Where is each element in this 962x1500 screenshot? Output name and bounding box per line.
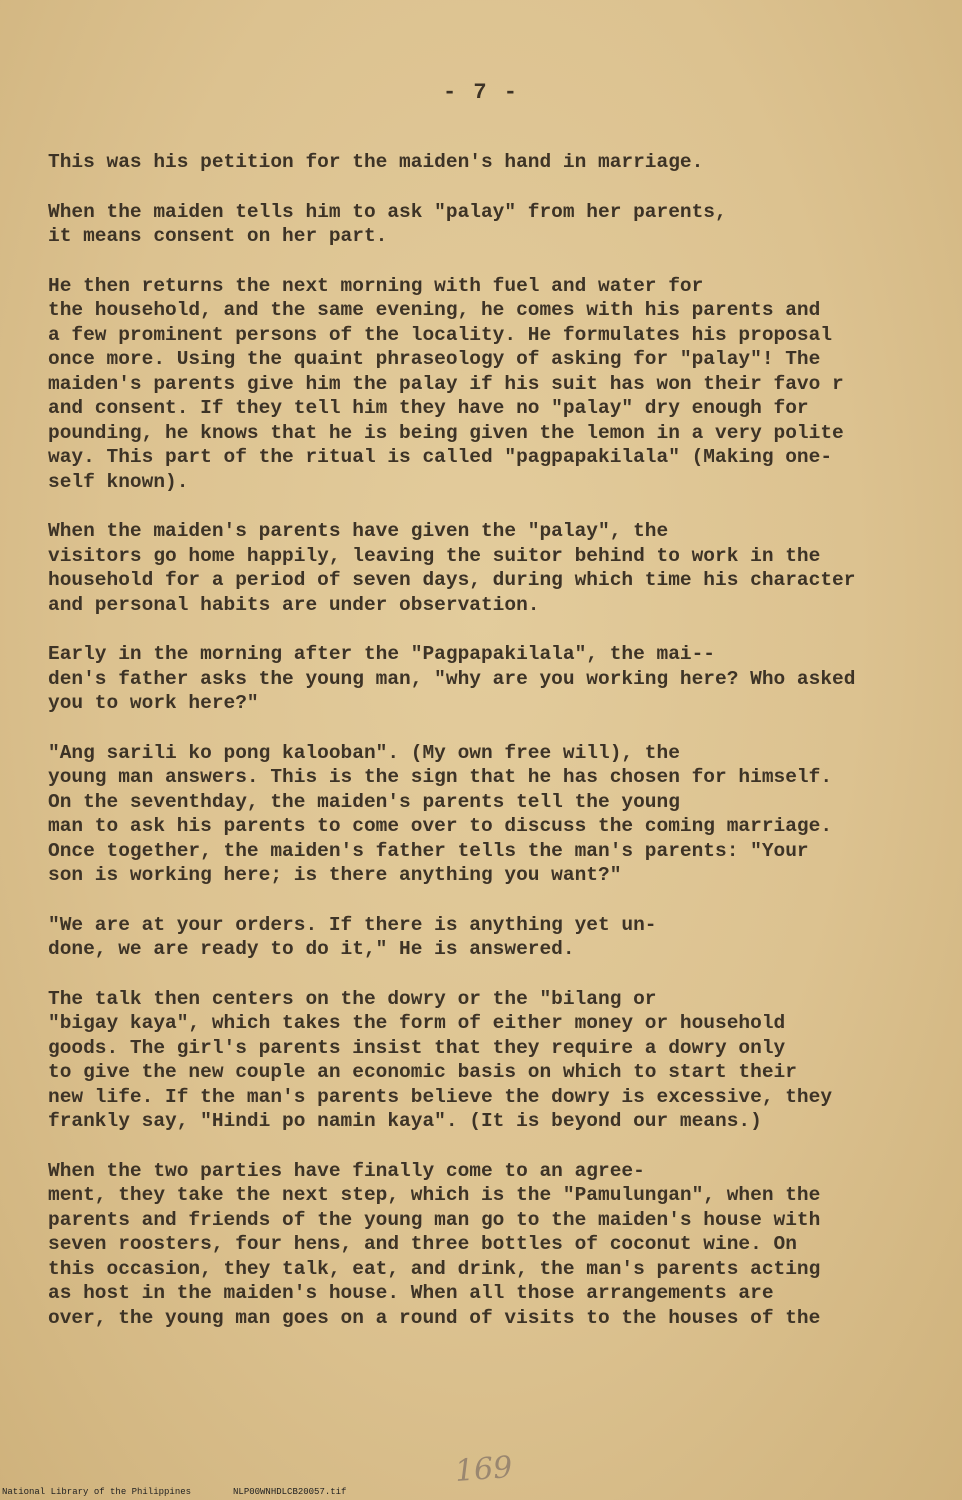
paragraph-9: When the two parties have finally come to an agree- ment, they take the next step, which is the "Pamulungan", when the parents and friends of the young man go to the maiden's house with seven roosters, four hens, and three bottles of coconut wine. On this occasion, they talk, eat, and drink, the man's parents acting as host in the maiden's house. When all those arrangements are over, the young man goes on a round of visits to the houses of the bbox=[48, 1159, 821, 1329]
paragraph-6: "Ang sarili ko pong kalooban". (My own free will), the young man answers. This is the sign that he has chosen for himself. On the seventhday, the maiden's parents tell the young man to ask his parents to come over to discuss the coming marriage. Once together, the maiden's father tells the man's parents: "Your son is working here; is there anything you want?" bbox=[48, 741, 833, 886]
footer-file-id: NLP00WNHDLCB20057.tif bbox=[233, 1487, 347, 1497]
paragraph-5: Early in the morning after the "Pagpapakilala", the mai-- den's father asks the young man, "why are you working here? Who asked you to work here?" bbox=[48, 643, 856, 714]
paragraph-2: When the maiden tells him to ask "palay" from her parents, it means consent on her part. bbox=[48, 200, 727, 247]
paragraph-1: This was his petition for the maiden's hand in marriage. bbox=[48, 151, 704, 173]
handwritten-folio-number: 169 bbox=[453, 1450, 514, 1489]
footer-institution: National Library of the Philippines bbox=[2, 1487, 192, 1497]
paragraph-8: The talk then centers on the dowry or the "bilang or "bigay kaya", which takes the form of either money or household goods. The girl's parents insist that they require a dowry only to give the new couple an economic basis on which to start their new life. If the man's parents believe the dowry is excessive, they frankly say, "Hindi po namin kaya". (It is beyond our means.) bbox=[48, 987, 833, 1132]
paragraph-3: He then returns the next morning with fuel and water for the household, and the same evening, he comes with his parents and a few prominent persons of the locality. He formulates his proposal once more. Using the quaint phraseology of asking for "palay"! The maiden's parents give him the palay if his suit has won their favo r and consent. If they tell him they have no "palay" dry enough for pounding, he knows that he is being given the lemon in a very polite way. This part of the ritual is called "pagpapakilala" (Making one- self known). bbox=[48, 274, 844, 493]
page-number: - 7 - bbox=[442, 80, 519, 105]
document-body bbox=[48, 150, 928, 1330]
paragraph-7: "We are at your orders. If there is anything yet un- done, we are ready to do it," He is answered. bbox=[48, 913, 657, 960]
scan-footer bbox=[2, 1487, 962, 1497]
paragraph-4: When the maiden's parents have given the "palay", the visitors go home happily, leaving the suitor behind to work in the household for a period of seven days, during which time his character and personal habits are under observation. bbox=[48, 520, 856, 616]
